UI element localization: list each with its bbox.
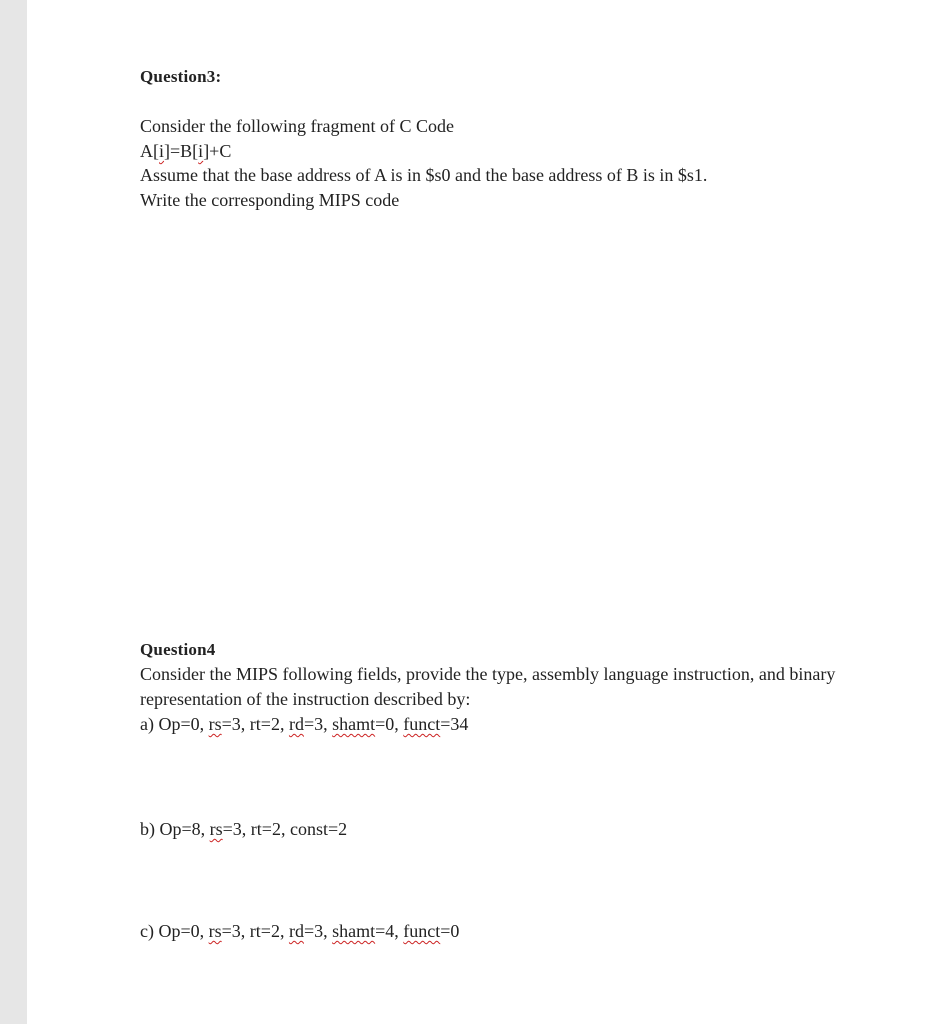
- question4-item-a: [140, 712, 468, 737]
- question4-title: Question4: [140, 640, 216, 659]
- question3-line-1: Consider the following fragment of C Code: [140, 116, 454, 136]
- question4-intro-line-2: representation of the instruction described by:: [140, 689, 471, 709]
- item-text: =3, rt=2,: [221, 714, 289, 734]
- item-text: =3,: [303, 921, 333, 941]
- item-text: c) Op=0,: [140, 921, 209, 941]
- question3-title: Question3:: [140, 67, 222, 86]
- item-text: =3, rt=2,: [221, 921, 289, 941]
- field-shamt: shamt: [332, 714, 376, 734]
- field-funct: funct: [403, 714, 441, 734]
- item-text: =3,: [303, 714, 333, 734]
- document-margin: [0, 0, 27, 1024]
- field-rs: rs: [209, 819, 223, 839]
- question3-line-3: Write the corresponding MIPS code: [140, 190, 400, 210]
- item-text: =3, rt=2, const=2: [222, 819, 348, 839]
- item-text: a) Op=0,: [140, 714, 209, 734]
- field-rs: rs: [208, 921, 222, 941]
- code-part: ]+C: [203, 141, 232, 161]
- field-funct: funct: [403, 921, 441, 941]
- question4-intro-line-1: Consider the MIPS following fields, provide the type, assembly language instruction, and binary: [140, 664, 836, 684]
- item-text: b) Op=8,: [140, 819, 210, 839]
- item-text: =4,: [375, 921, 404, 941]
- code-index-b: i: [198, 141, 204, 161]
- item-text: =0,: [375, 714, 404, 734]
- code-part: ]=B[: [164, 141, 199, 161]
- item-text: =0: [440, 921, 460, 941]
- code-index-a: i: [159, 141, 165, 161]
- question3-line-2: Assume that the base address of A is in $s0 and the base address of B is in $s1.: [140, 165, 708, 185]
- document-page: [27, 0, 937, 1024]
- question4-item-c: [140, 919, 459, 944]
- field-rd: rd: [288, 714, 304, 734]
- question4-item-b: [140, 817, 347, 842]
- question3-code-line: [140, 139, 231, 164]
- code-part: A[: [140, 141, 159, 161]
- field-rs: rs: [208, 714, 222, 734]
- field-rd: rd: [288, 921, 304, 941]
- item-text: =34: [440, 714, 469, 734]
- field-shamt: shamt: [332, 921, 376, 941]
